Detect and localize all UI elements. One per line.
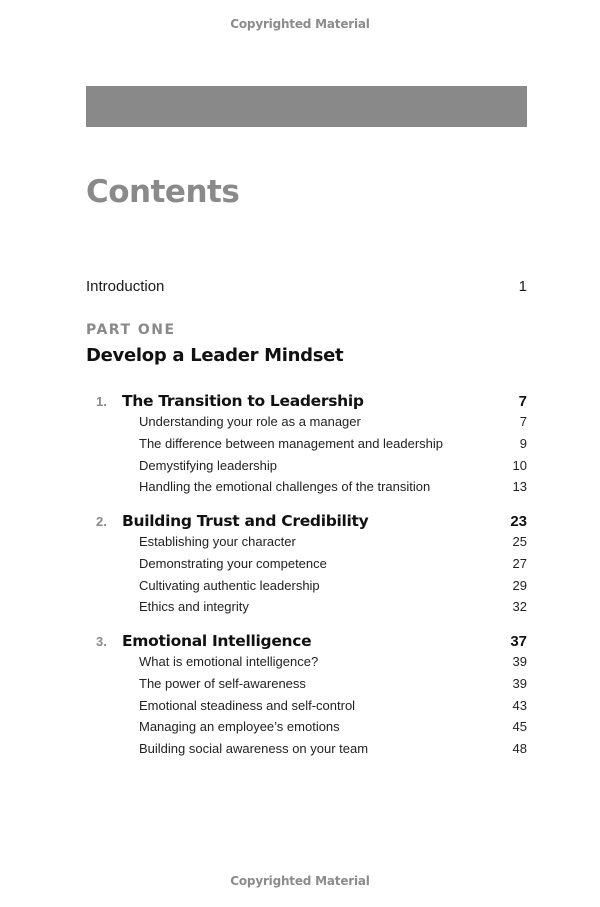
toc-section[interactable]: [86, 414, 527, 436]
section-label: Understanding your role as a manager: [139, 414, 361, 429]
toc-section[interactable]: [86, 534, 527, 556]
toc-section[interactable]: [86, 556, 527, 578]
page-title: Contents: [86, 174, 240, 210]
toc-section[interactable]: [86, 479, 527, 501]
part-label: PART ONE: [86, 322, 176, 338]
toc-chapter-1: [86, 392, 527, 501]
section-page: 29: [512, 577, 527, 593]
introduction-label: Introduction: [86, 278, 165, 295]
section-page: 39: [512, 675, 527, 691]
section-page: 48: [512, 741, 527, 757]
section-page: 32: [512, 599, 527, 615]
section-label: The difference between management and leadership: [139, 435, 444, 451]
toc-section[interactable]: [86, 458, 527, 480]
section-label: Handling the emotional challenges of the transition: [139, 479, 431, 495]
section-page: 27: [512, 555, 527, 571]
section-label: Building social awareness on your team: [139, 741, 369, 757]
toc-section[interactable]: [86, 698, 527, 720]
section-page: 25: [512, 534, 527, 549]
chapter-number: 3.: [96, 634, 107, 649]
section-page: 9: [519, 435, 527, 451]
section-label: Ethics and integrity: [139, 599, 249, 615]
section-label: What is emotional intelligence?: [139, 654, 319, 669]
toc-section[interactable]: [86, 436, 527, 458]
chapter-number: 2.: [96, 514, 107, 529]
toc-introduction[interactable]: [86, 278, 527, 295]
chapter-heading[interactable]: [86, 512, 527, 534]
section-label: Cultivating authentic leadership: [139, 577, 320, 593]
toc-section[interactable]: [86, 599, 527, 621]
chapter-title: Emotional Intelligence: [122, 632, 312, 650]
section-page: 10: [512, 457, 527, 473]
chapter-heading[interactable]: [86, 392, 527, 414]
chapter-number: 1.: [96, 394, 107, 409]
toc-section[interactable]: [86, 741, 527, 763]
chapter-heading[interactable]: [86, 632, 527, 654]
chapter-title: Building Trust and Credibility: [122, 512, 369, 530]
copyright-watermark-bottom: Copyrighted Material: [230, 874, 370, 888]
toc-chapter-3: [86, 632, 527, 763]
section-label: Establishing your character: [139, 534, 296, 549]
section-page: 43: [512, 697, 527, 713]
chapter-title: The Transition to Leadership: [122, 392, 364, 410]
toc-section[interactable]: [86, 719, 527, 741]
section-page: 7: [519, 414, 527, 429]
toc-chapter-2: [86, 512, 527, 621]
section-page: 39: [512, 654, 527, 669]
introduction-page: 1: [518, 278, 527, 295]
section-page: 13: [512, 479, 527, 495]
section-label: Demonstrating your competence: [139, 555, 327, 571]
toc-section[interactable]: [86, 578, 527, 600]
copyright-watermark-top: Copyrighted Material: [230, 17, 370, 31]
section-label: Demystifying leadership: [139, 457, 278, 473]
section-label: The power of self-awareness: [139, 675, 306, 691]
header-bar: [86, 86, 527, 127]
chapter-page: 7: [518, 393, 527, 410]
toc-section[interactable]: [86, 676, 527, 698]
toc-section[interactable]: [86, 654, 527, 676]
section-label: Emotional steadiness and self-control: [139, 697, 356, 713]
chapter-page: 23: [510, 513, 527, 530]
chapter-page: 37: [510, 633, 527, 650]
section-page: 45: [512, 719, 527, 735]
section-label: Managing an employee’s emotions: [139, 719, 340, 735]
part-title: Develop a Leader Mindset: [86, 345, 344, 366]
